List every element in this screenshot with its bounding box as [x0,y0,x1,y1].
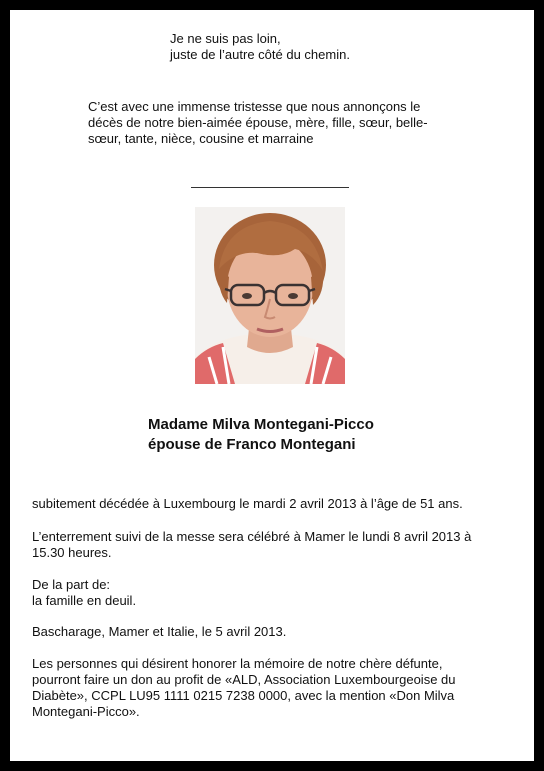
from-family [32,577,136,609]
epigraph-line: Je ne suis pas loin, [170,31,281,46]
separator-line [191,187,349,188]
portrait-photo [195,207,345,384]
obituary-page [10,10,534,761]
donation-line: Montegani-Picco». [32,704,140,719]
place-date: Bascharage, Mamer et Italie, le 5 avril 2013. [32,624,287,639]
funeral-info [32,529,471,561]
funeral-line: 15.30 heures. [32,545,112,560]
intro-line: sœur, tante, nièce, cousine et marraine [88,131,314,146]
from-line: la famille en deuil. [32,593,137,608]
donation-paragraph [32,656,456,720]
intro-line: C’est avec une immense tristesse que nous annonçons le [88,99,421,114]
donation-line: Diabète», CCPL LU95 1111 0215 7238 0000, avec la mention «Don Milva [32,688,455,703]
donation-line: pourront faire un don au profit de «ALD, Association Luxembourgeoise du [32,672,456,687]
intro-line: décès de notre bien-aimée épouse, mère, fille, sœur, belle- [88,115,428,130]
donation-line: Les personnes qui désirent honorer la mémoire de notre chère défunte, [32,656,443,671]
deceased-name-block [148,415,374,455]
deceased-name: Madame Milva Montegani-Picco [148,416,374,433]
spouse-line: épouse de Franco Montegani [148,436,356,453]
from-line: De la part de: [32,577,111,592]
epigraph-line: juste de l’autre côté du chemin. [170,47,350,62]
death-notice: subitement décédée à Luxembourg le mardi 2 avril 2013 à l’âge de 51 ans. [32,496,463,511]
intro-paragraph [88,99,428,147]
epigraph [170,31,350,63]
funeral-line: L’enterrement suivi de la messe sera célébré à Mamer le lundi 8 avril 2013 à [32,529,472,544]
